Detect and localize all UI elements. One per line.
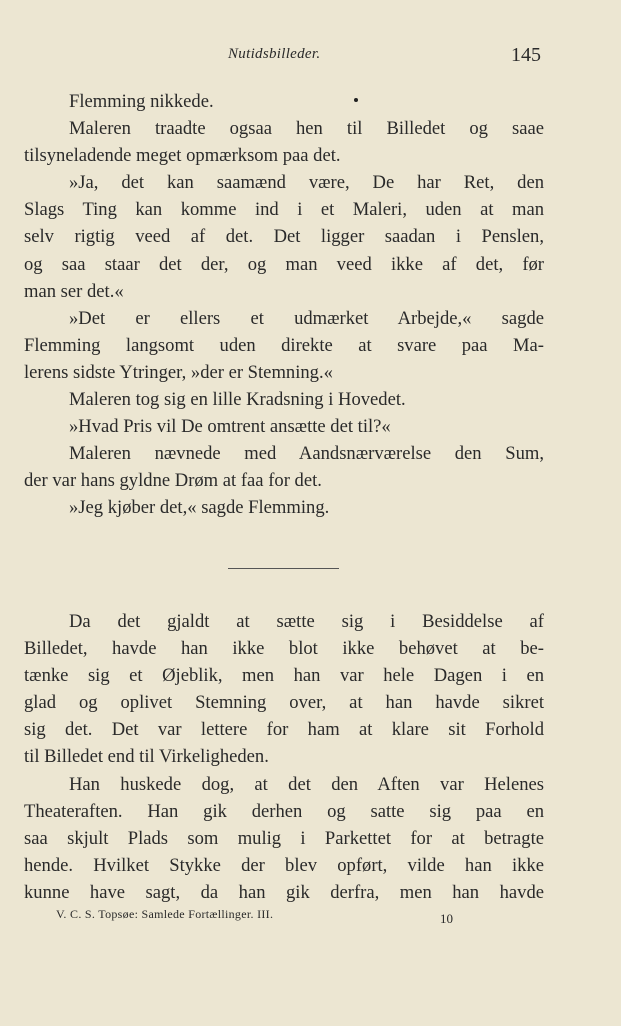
text-line: »Jeg kjøber det,« sagde Flemming.: [69, 497, 330, 519]
text-line: Theateraften. Han gik derhen og satte sig paa en: [24, 800, 544, 822]
text-line: saa skjult Plads som mulig i Parkettet for at betragte: [24, 827, 544, 849]
text-line: sig det. Det var lettere for ham at klare sit Forhold: [24, 719, 544, 741]
text-line: Flemming langsomt uden direkte at svare paa Ma-: [24, 334, 544, 356]
text-line: kunne have sagt, da han gik derfra, men han havde: [24, 881, 544, 903]
text-line: tænke sig et Øjeblik, men han var hele Dagen i en: [24, 665, 544, 687]
text-line: Han huskede dog, at det den Aften var Helenes: [69, 773, 544, 795]
text-line: Maleren tog sig en lille Kradsning i Hovedet.: [69, 389, 406, 411]
text-line: man ser det.«: [24, 280, 124, 302]
text-line: »Ja, det kan saamænd være, De har Ret, den: [69, 172, 544, 194]
text-line: glad og oplivet Stemning over, at han havde sikret: [24, 692, 544, 714]
text-line: Maleren nævnede med Aandsnærværelse den Sum,: [69, 443, 544, 465]
text-line: der var hans gyldne Drøm at faa for det.: [24, 470, 322, 492]
text-line: og saa staar det der, og man veed ikke af det, før: [24, 253, 544, 275]
text-line: tilsyneladende meget opmærksom paa det.: [24, 145, 341, 167]
text-line: Billedet, havde han ikke blot ikke behøvet at be-: [24, 638, 544, 660]
running-title: Nutidsbilleder.: [228, 46, 321, 62]
text-section-2: [24, 608, 544, 906]
text-line: Maleren traadte ogsaa hen til Billedet og saae: [69, 118, 544, 140]
section-divider: [228, 568, 339, 569]
text-line: hende. Hvilket Stykke der blev opført, vilde han ikke: [24, 854, 544, 876]
text-line: lerens sidste Ytringer, »der er Stemning.«: [24, 361, 333, 383]
running-head: [0, 44, 621, 68]
text-line: Flemming nikkede.: [69, 91, 214, 112]
text-line: Da det gjaldt at sætte sig i Besiddelse af: [69, 611, 544, 632]
text-line: »Hvad Pris vil De omtrent ansætte det til?«: [69, 416, 391, 438]
page-number: 145: [511, 44, 541, 66]
text-line: selv rigtig veed af det. Det ligger saadan i Penslen,: [24, 226, 544, 248]
text-section-1: [24, 88, 544, 522]
text-line: »Det er ellers et udmærket Arbejde,« sagde: [69, 307, 544, 329]
footer: [56, 907, 476, 927]
footer-signature: V. C. S. Topsøe: Samlede Fortællinger. III.: [56, 907, 274, 921]
footer-signature-number: 10: [440, 911, 453, 926]
text-line: til Billedet end til Virkeligheden.: [24, 746, 269, 768]
text-line: Slags Ting kan komme ind i et Maleri, uden at man: [24, 199, 544, 221]
